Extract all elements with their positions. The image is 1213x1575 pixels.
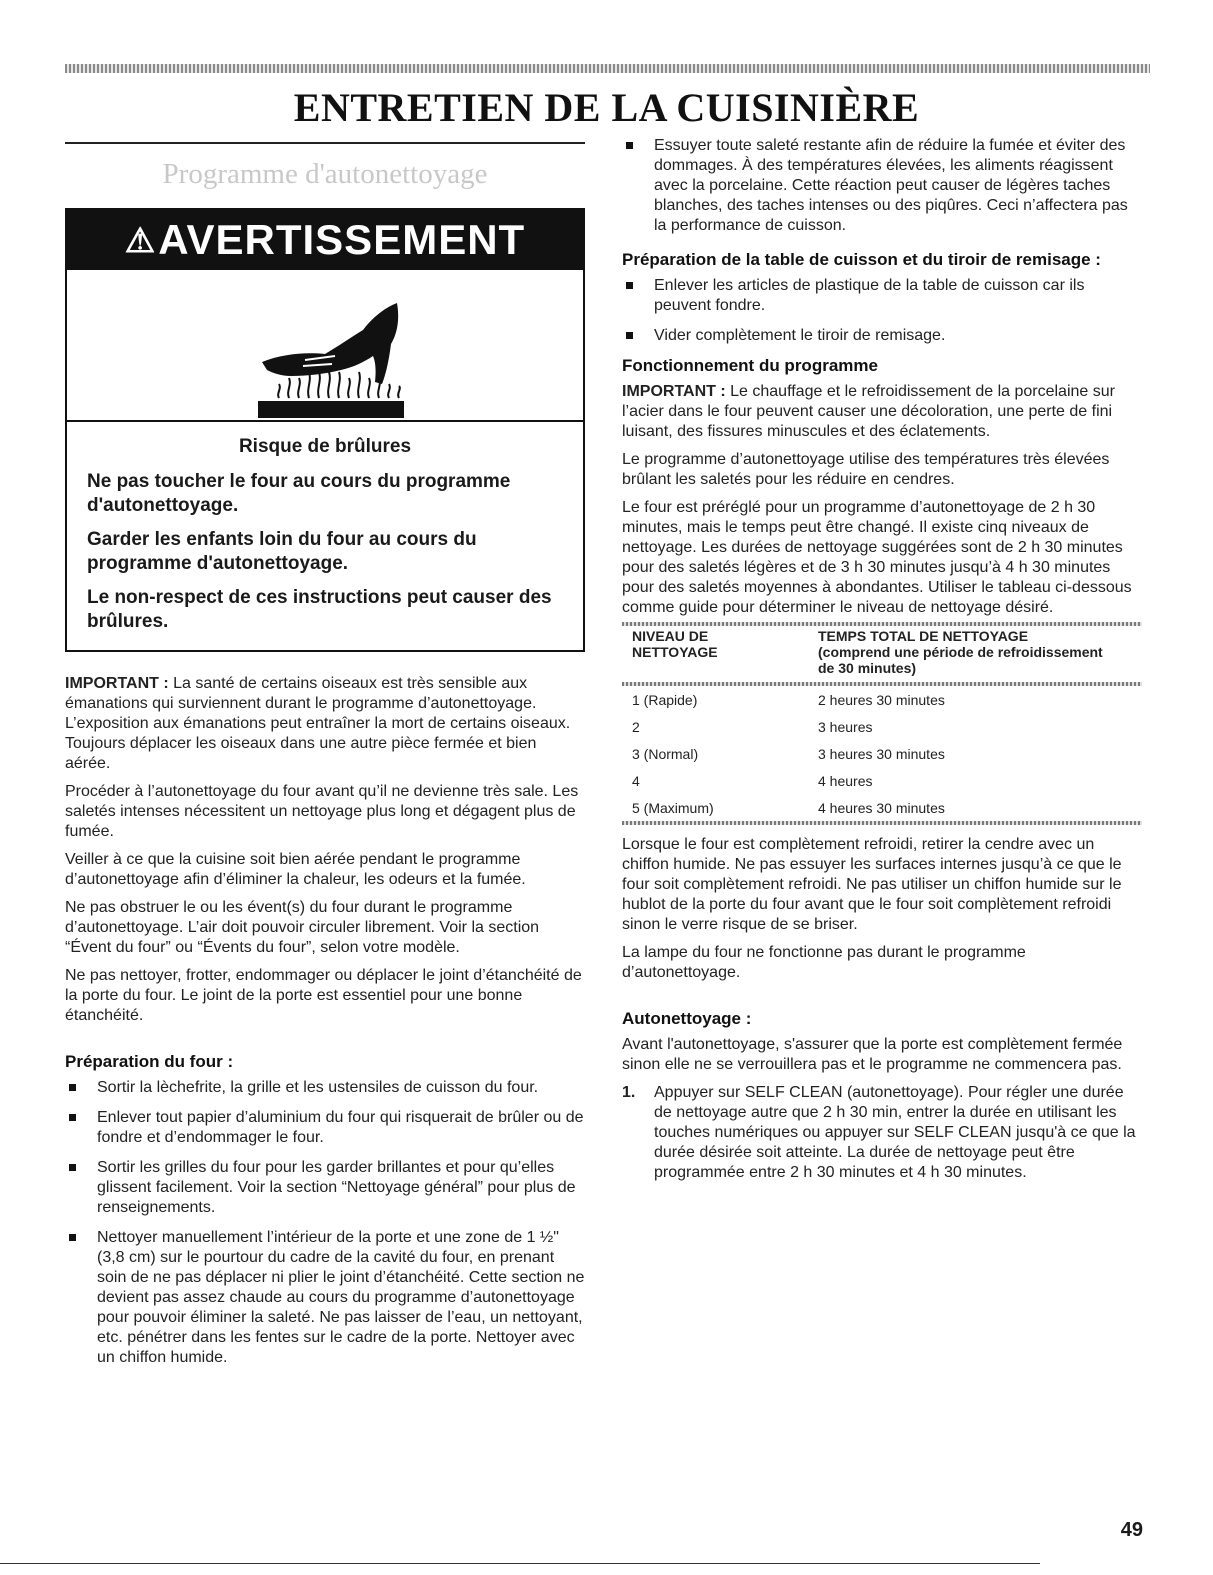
cleaning-time-table xyxy=(622,626,1142,678)
paragraph: Le programme d’autonettoyage utilise des températures très élevées brûlant les saletés pour les réduire en cendres. xyxy=(622,451,1110,488)
step-number: 1. xyxy=(622,1084,636,1101)
warning-line: Ne pas toucher le four au cours du programme d'autonettoyage. xyxy=(87,471,511,516)
paragraph: Ne pas obstruer le ou les évent(s) du four durant le programme d’autonettoyage. L’air doit pouvoir circuler librement. Voir la section “Évent du four” ou “Évents du four”, selon votre modèle. xyxy=(65,899,540,956)
page-title: ENTRETIEN DE LA CUISINIÈRE xyxy=(293,85,920,130)
page-number: 49 xyxy=(1120,1519,1143,1541)
operation-heading: Fonctionnement du programme xyxy=(622,356,878,375)
table-row xyxy=(622,740,1142,767)
important-note xyxy=(65,674,585,774)
table-header-level xyxy=(622,626,808,678)
important-text: La santé de certains oiseaux est très sensible aux émanations qui surviennent durant le programme d’autonettoyage. L’exposition aux émanations peut entraîner la mort de certains oiseaux. Toujours déplacer les oiseaux dans une autre pièce fermée et bien aérée. xyxy=(65,675,571,772)
header-text: NETTOYAGE xyxy=(632,644,718,660)
important-text: Le chauffage et le refroidissement de la porcelaine sur l’acier dans le four peuvent causer une décoloration, une perte de fini luisant, des fissures minuscules et des éclatements. xyxy=(622,383,1115,440)
operation-important xyxy=(622,382,1142,442)
cell-level: 5 (Maximum) xyxy=(632,799,714,816)
cell-time: 2 heures 30 minutes xyxy=(818,691,945,708)
important-label: IMPORTANT : xyxy=(622,383,726,400)
paragraph: Lorsque le four est complètement refroidi, retirer la cendre avec un chiffon humide. Ne pas essuyer les surfaces internes jusqu’à ce que le four soit complètement refroidi. Ne pas utiliser un chiffon humide sur le hublot de la porte du four avant que le four soit complètement refroidi sinon le verre risque de se briser. xyxy=(622,836,1122,933)
cell-time: 3 heures xyxy=(818,718,873,735)
warning-triangle-icon: ⚠ xyxy=(124,222,157,260)
table-header-row xyxy=(622,626,1142,678)
list-item: Essuyer toute saleté restante afin de réduire la fumée et éviter des dommages. À des températures élevées, les aliments réagissent avec la porcelaine. Cette réaction peut causer de légères taches blanches, des taches intenses ou des piqûres. Ceci n’affectera pas la performance de cuisson. xyxy=(622,136,1142,236)
step-text: Appuyer sur SELF CLEAN (autonettoyage). Pour régler une durée de nettoyage autre que 2 h 30 min, entrer la durée en utilisant les touches numériques ou appuyer sur SELF CLEAN jusqu'à ce que la durée désirée soit atteinte. La durée de nettoyage peut être programmée entre 2 h 30 minutes et 4 h 30 minutes. xyxy=(654,1084,1136,1181)
paragraph: Le four est préréglé pour un programme d’autonettoyage de 2 h 30 minutes, mais le temps peut être changé. Il existe cinq niveaux de nettoyage. Les durées de nettoyage suggérées sont de 2 h 30 minutes pour des saletés légères et de 3 h 30 minutes jusqu’à 4 h 30 minutes pour des saletés moyennes à abondantes. Utiliser le tableau ci-dessous comme guide pour déterminer le niveau de nettoyage désiré. xyxy=(622,499,1132,616)
paragraph: Veiller à ce que la cuisine soit bien aérée pendant le programme d’autonettoyage afin d’éliminer la chaleur, les odeurs et la fumée. xyxy=(65,851,526,888)
list-item: Enlever les articles de plastique de la table de cuisson car ils peuvent fondre. xyxy=(622,276,1142,316)
table-row xyxy=(622,686,1142,713)
paragraph: Procéder à l’autonettoyage du four avant qu’il ne devienne très sale. Les saletés intenses nécessitent un nettoyage plus long et dégagent plus de fumée. xyxy=(65,783,579,840)
warning-line: Garder les enfants loin du four au cours du programme d'autonettoyage. xyxy=(87,529,477,574)
header-text: (comprend une période de refroidissement xyxy=(818,644,1103,660)
list-item: Sortir la lèchefrite, la grille et les ustensiles de cuisson du four. xyxy=(65,1078,585,1098)
self-clean-intro: Avant l'autonettoyage, s'assurer que la porte est complètement fermée sinon elle ne se verrouillera pas et le programme ne commencera pas. xyxy=(622,1036,1123,1073)
cleaning-time-table-body xyxy=(622,686,1142,821)
cell-time: 4 heures 30 minutes xyxy=(818,799,945,816)
cell-level: 2 xyxy=(632,718,640,735)
footer-rule xyxy=(0,1563,1040,1564)
table-row xyxy=(622,767,1142,794)
list-item: Enlever tout papier d’aluminium du four qui risquerait de brûler ou de fondre et d’endommager le four. xyxy=(65,1108,585,1148)
list-item: Vider complètement le tiroir de remisage. xyxy=(622,326,1142,346)
warning-header-label: AVERTISSEMENT xyxy=(158,216,526,263)
warning-body xyxy=(67,436,583,650)
left-column xyxy=(65,142,585,1378)
section-rule xyxy=(65,142,585,144)
right-column xyxy=(622,136,1142,1183)
cooktop-prep-list xyxy=(622,276,1142,346)
spacer xyxy=(65,652,585,674)
cell-time: 3 heures 30 minutes xyxy=(818,745,945,762)
header-text: de 30 minutes) xyxy=(818,660,917,676)
header-text: TEMPS TOTAL DE NETTOYAGE xyxy=(818,628,1029,644)
list-item: Nettoyer manuellement l’intérieur de la porte et une zone de 1 ½" (3,8 cm) sur le pourtour du cadre de la cavité du four, en prenant soin de ne pas déplacer ni plier le joint d’étanchéité. Cette section ne devient pas assez chaude au cours du programme d’autonettoyage pour pouvoir éliminer la saleté. Ne pas laisser de l’eau, un nettoyant, etc. pénétrer dans les fentes sur le cadre de la porte. Nettoyer avec un chiffon humide. xyxy=(65,1228,585,1368)
cooktop-prep-heading: Préparation de la table de cuisson et du tiroir de remisage : xyxy=(622,250,1101,269)
table-row xyxy=(622,794,1142,821)
self-clean-heading: Autonettoyage : xyxy=(622,1009,752,1028)
warning-line: Le non-respect de ces instructions peut causer des brûlures. xyxy=(87,587,552,632)
oven-prep-list xyxy=(65,1078,585,1368)
cell-time: 4 heures xyxy=(818,772,873,789)
important-label: IMPORTANT : xyxy=(65,675,169,692)
top-list xyxy=(622,136,1142,236)
cell-level: 1 (Rapide) xyxy=(632,691,698,708)
warning-box xyxy=(65,208,585,652)
cell-level: 3 (Normal) xyxy=(632,745,699,762)
header-text: NIVEAU DE xyxy=(632,628,709,644)
warning-title: Risque de brûlures xyxy=(238,436,412,457)
hand-heat-burn-icon xyxy=(67,270,583,422)
cell-level: 4 xyxy=(632,772,640,789)
warning-header xyxy=(67,210,583,270)
table-row xyxy=(622,713,1142,740)
step-item xyxy=(622,1083,1142,1183)
header-dotted-band xyxy=(65,64,1150,73)
paragraph: La lampe du four ne fonctionne pas durant le programme d’autonettoyage. xyxy=(622,944,1026,981)
oven-prep-heading: Préparation du four : xyxy=(65,1052,234,1071)
self-clean-steps xyxy=(622,1083,1142,1183)
table-header-time xyxy=(808,626,1142,678)
table-bottom-rule xyxy=(622,821,1142,825)
section-title: Programme d'autonettoyage xyxy=(162,158,488,190)
list-item: Sortir les grilles du four pour les garder brillantes et pour qu’elles glissent facilement. Voir la section “Nettoyage général” pour plus de renseignements. xyxy=(65,1158,585,1218)
paragraph: Ne pas nettoyer, frotter, endommager ou déplacer le joint d’étanchéité de la porte du four. Le joint de la porte est essentiel pour une bonne étanchéité. xyxy=(65,967,582,1024)
